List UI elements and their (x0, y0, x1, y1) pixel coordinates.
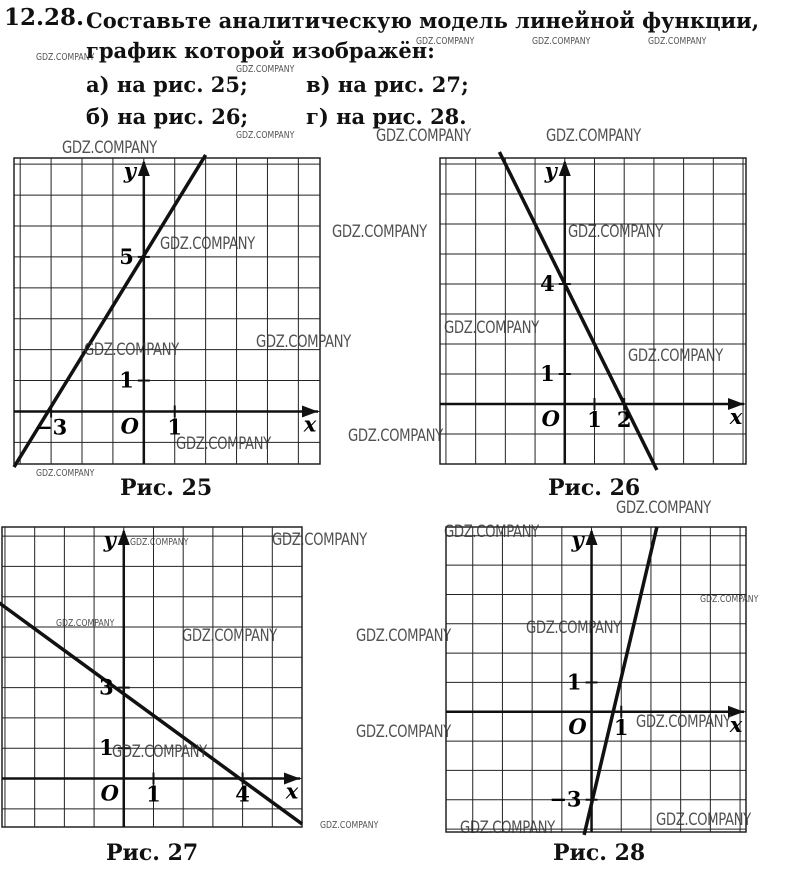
watermark: GDZ.COMPANY (62, 138, 157, 158)
watermark: GDZ.COMPANY (616, 498, 711, 518)
figure-25 (14, 158, 320, 464)
origin-label: O (568, 713, 587, 739)
x-axis-label: x (729, 711, 743, 737)
watermark: GDZ.COMPANY (628, 346, 723, 366)
figure-26-graph (440, 158, 746, 464)
y-axis-label: y (103, 527, 116, 552)
series-line (499, 152, 656, 470)
watermark: GDZ.COMPANY (348, 426, 443, 446)
watermark: GDZ.COMPANY (444, 522, 539, 542)
watermark: GDZ.COMPANY (182, 626, 277, 646)
y-axis-arrow (138, 160, 150, 176)
x-tick-label: 4 (235, 781, 250, 807)
watermark: GDZ.COMPANY (320, 820, 379, 831)
y-tick-label: 5 (119, 243, 134, 269)
problem-line-1: Составьте аналитическую модель линейной функции, (86, 8, 760, 33)
y-tick-label: 1 (540, 361, 555, 386)
figure-26-caption: Рис. 26 (548, 475, 641, 501)
watermark: GDZ.COMPANY (526, 618, 621, 638)
y-tick-label: 4 (540, 271, 555, 296)
watermark: GDZ.COMPANY (546, 126, 641, 146)
y-axis-arrow (118, 529, 130, 545)
watermark: GDZ.COMPANY (272, 530, 367, 550)
watermark: GDZ.COMPANY (636, 712, 731, 732)
figure-25-caption: Рис. 25 (120, 475, 213, 501)
problem-number: 12.28. (4, 4, 85, 31)
item-g: г) на рис. 28. (306, 104, 467, 129)
problem-line-2: график которой изображён: (86, 38, 435, 63)
watermark: GDZ.COMPANY (84, 340, 179, 360)
y-axis-label: y (123, 158, 136, 183)
watermark: GDZ.COMPANY (700, 594, 759, 605)
watermark: GDZ.COMPANY (356, 626, 451, 646)
watermark: GDZ.COMPANY (656, 810, 751, 830)
watermark: GDZ.COMPANY (356, 722, 451, 742)
x-tick-label: 1 (167, 414, 183, 440)
x-tick-label: 1 (146, 781, 161, 807)
y-tick-label: −3 (549, 786, 582, 812)
x-tick-label: 1 (587, 407, 602, 432)
watermark: GDZ.COMPANY (568, 222, 663, 242)
watermark: GDZ.COMPANY (112, 742, 207, 762)
y-axis-arrow (586, 529, 598, 545)
item-b: б) на рис. 26; (86, 104, 249, 129)
figure-28-caption: Рис. 28 (553, 840, 646, 866)
figure-27-graph (2, 527, 302, 827)
y-tick-label: 3 (99, 674, 114, 700)
figure-28-graph (446, 527, 746, 832)
origin-label: O (541, 406, 560, 431)
y-tick-label: 1 (99, 735, 114, 761)
figure-27-caption: Рис. 27 (106, 840, 199, 866)
y-axis-label: y (571, 527, 584, 552)
watermark: GDZ.COMPANY (236, 130, 295, 141)
figure-25-graph (14, 158, 320, 464)
watermark: GDZ.COMPANY (56, 618, 115, 629)
x-axis-label: x (729, 404, 743, 429)
origin-label: O (120, 413, 139, 439)
x-tick-label: 1 (613, 714, 629, 740)
watermark: GDZ.COMPANY (236, 64, 295, 75)
figure-27 (2, 527, 302, 827)
y-axis-arrow (559, 160, 571, 176)
item-a: а) на рис. 25; (86, 72, 248, 97)
figure-28 (446, 527, 746, 832)
watermark: GDZ.COMPANY (648, 36, 707, 47)
x-axis-label: x (303, 411, 317, 437)
watermark: GDZ.COMPANY (36, 468, 95, 479)
y-axis-label: y (544, 158, 557, 183)
watermark: GDZ.COMPANY (532, 36, 591, 47)
figure-26 (440, 158, 746, 464)
watermark: GDZ.COMPANY (130, 537, 189, 548)
series-line (584, 527, 657, 835)
x-axis-label: x (285, 778, 299, 804)
watermark: GDZ.COMPANY (176, 434, 271, 454)
watermark: GDZ.COMPANY (460, 818, 555, 838)
watermark: GDZ.COMPANY (36, 52, 95, 63)
watermark: GDZ.COMPANY (416, 36, 475, 47)
y-tick-label: 1 (566, 669, 582, 695)
item-v: в) на рис. 27; (306, 72, 469, 97)
x-tick-label: 2 (616, 407, 632, 432)
x-tick-label: −3 (34, 414, 68, 440)
y-tick-label: 1 (119, 367, 134, 393)
origin-label: O (100, 780, 119, 806)
watermark: GDZ.COMPANY (332, 222, 427, 242)
watermark: GDZ.COMPANY (376, 126, 471, 146)
watermark: GDZ.COMPANY (256, 332, 351, 352)
watermark: GDZ.COMPANY (160, 234, 255, 254)
watermark: GDZ.COMPANY (444, 318, 539, 338)
